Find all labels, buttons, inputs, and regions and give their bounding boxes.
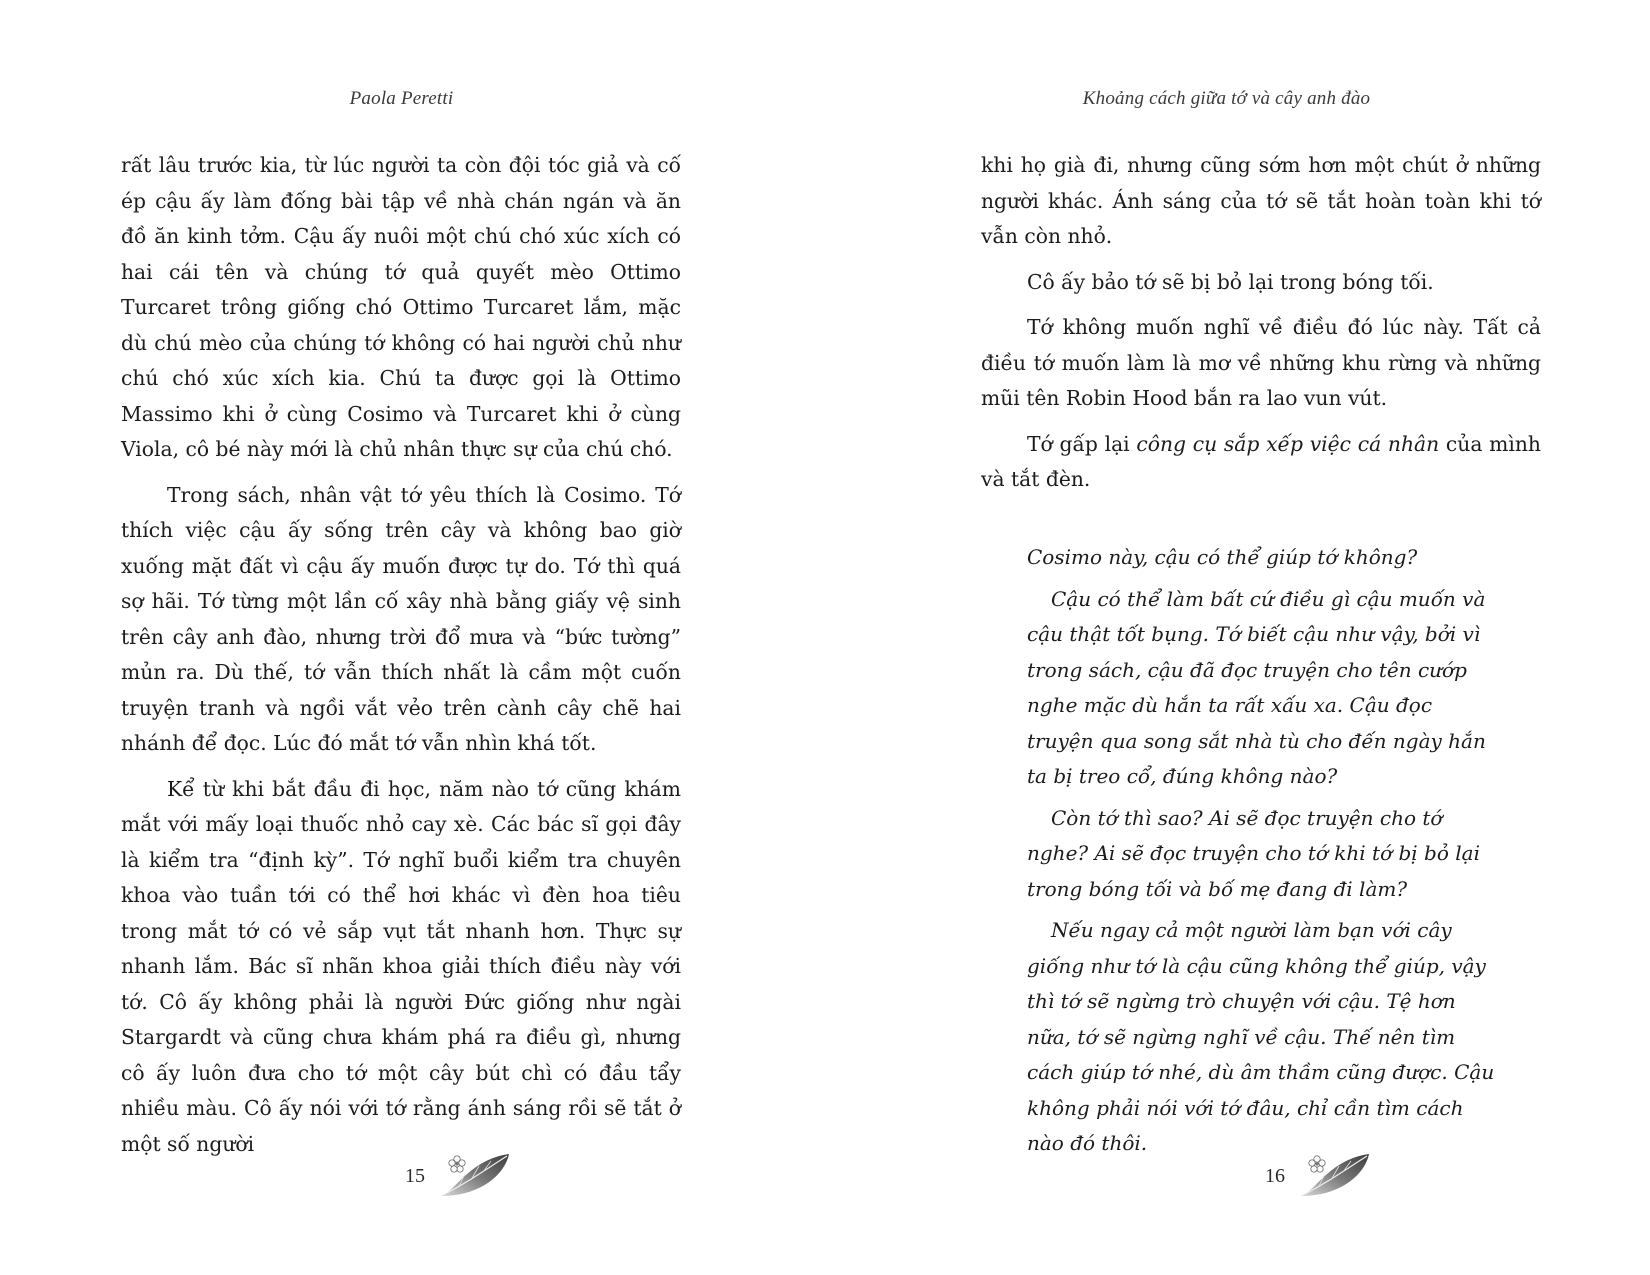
letter-paragraph: Nếu ngay cả một người làm bạn với cây giống như tớ là cậu cũng không thể giúp, vậy thì tớ sẽ ngừng trò chuyện với cậu. Tệ hơn nữa, tớ sẽ ngừng nghĩ về cậu. Thế nên tìm cách giúp tớ nhé, dù âm thầm cũng được. Cậu không phải nói với tớ đâu, chỉ cần tìm cách nào đó thôi. (1027, 918, 1495, 1155)
left-page-body (121, 148, 681, 1162)
paragraph: Cô ấy bảo tớ sẽ bị bỏ lại trong bóng tối. (1027, 269, 1434, 294)
italic-phrase: công cụ sắp xếp việc cá nhân (1136, 431, 1440, 456)
right-page-body (981, 148, 1541, 498)
page-footer (385, 1150, 517, 1202)
leaf-with-blossom-icon (435, 1150, 517, 1202)
paragraph-text: của mình và tắt đèn. (981, 431, 1541, 491)
paragraph: Tớ không muốn nghĩ về điều đó lúc này. Tất cả điều tớ muốn làm là mơ về những khu rừng và những mũi tên Robin Hood bắn ra lao vun vút. (981, 315, 1541, 410)
running-head-title: Khoảng cách giữa tớ và cây anh đào (1082, 88, 1371, 109)
leaf-with-blossom-icon (1295, 1150, 1377, 1202)
letter-to-cosimo (1027, 540, 1497, 1162)
page-number: 16 (1265, 1164, 1285, 1187)
letter-paragraph: Còn tớ thì sao? Ai sẽ đọc truyện cho tớ nghe? Ai sẽ đọc truyện cho tớ khi tớ bị bỏ lại trong bóng tối và bố mẹ đang đi làm? (1027, 805, 1480, 901)
page-footer (1245, 1150, 1377, 1202)
page-number: 15 (405, 1164, 425, 1187)
paragraph-text: Tớ gấp lại (1027, 431, 1137, 456)
paragraph: Kể từ khi bắt đầu đi học, năm nào tớ cũng khám mắt với mấy loại thuốc nhỏ cay xè. Các bác sĩ gọi đây là kiểm tra “định kỳ”. Tớ nghĩ buổi kiểm tra chuyên khoa vào tuần tới có thể hơi khác vì đèn hoa tiêu trong mắt tớ có vẻ sắp vụt tắt nhanh hơn. Thực sự nhanh lắm. Bác sĩ nhãn khoa giải thích điều này với tớ. Cô ấy không phải là người Đức giống như ngài Stargardt và cũng chưa khám phá ra điều gì, nhưng cô ấy luôn đưa cho tớ một cây bút chì có đầu tẩy nhiều màu. Cô ấy nói với tớ rằng ánh sáng rồi sẽ tắt ở một số người (121, 776, 681, 1156)
paragraph: khi họ già đi, nhưng cũng sớm hơn một chút ở những người khác. Ánh sáng của tớ sẽ tắt hoàn toàn khi tớ vẫn còn nhỏ. (981, 153, 1541, 248)
paragraph (981, 427, 1541, 498)
running-head-author: Paola Peretti (349, 88, 454, 109)
letter-greeting: Cosimo này, cậu có thể giúp tớ không? (1027, 545, 1418, 569)
right-page (825, 0, 1650, 1275)
letter-paragraph: Cậu có thể làm bất cứ điều gì cậu muốn và cậu thật tốt bụng. Tớ biết cậu như vậy, bởi vì trong sách, cậu đã đọc truyện cho tên cướp nghe mặc dù hắn ta rất xấu xa. Cậu đọc truyện qua song sắt nhà tù cho đến ngày hắn ta bị treo cổ, đúng không nào? (1027, 586, 1486, 788)
paragraph: Trong sách, nhân vật tớ yêu thích là Cosimo. Tớ thích việc cậu ấy sống trên cây và không bao giờ xuống mặt đất vì cậu ấy muốn được tự do. Tớ thì quá sợ hãi. Tớ từng một lần cố xây nhà bằng giấy vệ sinh trên cây anh đào, nhưng trời đổ mưa và “bức tường” mủn ra. Dù thế, tớ vẫn thích nhất là cầm một cuốn truyện tranh và ngồi vắt vẻo trên cành cây chẽ hai nhánh để đọc. Lúc đó mắt tớ vẫn nhìn khá tốt. (121, 482, 681, 755)
paragraph: rất lâu trước kia, từ lúc người ta còn đội tóc giả và cố ép cậu ấy làm đống bài tập về nhà chán ngán và ăn đồ ăn kinh tởm. Cậu ấy nuôi một chú chó xúc xích có hai cái tên và chúng tớ quả quyết mèo Ottimo Turcaret trông giống chó Ottimo Turcaret lắm, mặc dù chú mèo của chúng tớ không có hai người chủ như chú chó xúc xích kia. Chú ta được gọi là Ottimo Massimo khi ở cùng Cosimo và Turcaret khi ở cùng Viola, cô bé này mới là chủ nhân thực sự của chú chó. (121, 153, 681, 461)
